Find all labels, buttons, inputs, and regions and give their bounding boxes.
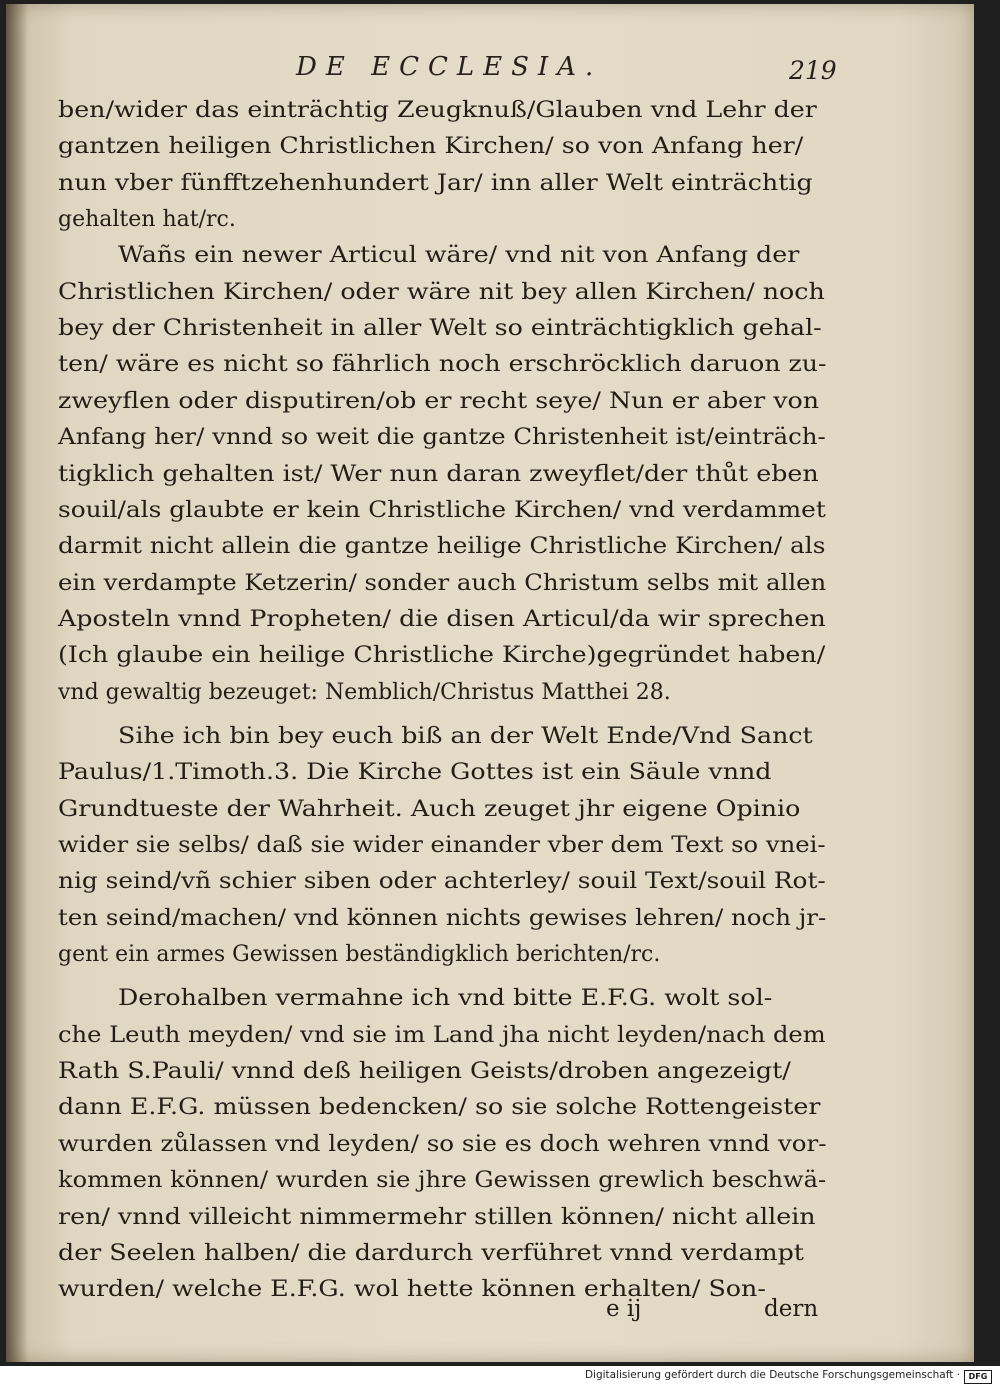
text-line: gehalten hat/rc.: [58, 207, 236, 233]
text-line: Derohalben vermahne ich vnd bitte E.F.G. wolt sol-: [118, 986, 773, 1012]
text-line: souil/als glaubte er kein Christliche Kirchen/ vnd verdammet: [58, 497, 826, 523]
catchword: dern: [764, 1296, 819, 1322]
text-line: tigklich gehalten ist/ Wer nun daran zweyflet/der thůt eben: [58, 461, 819, 487]
text-line: bey der Christenheit in aller Welt so einträchtigklich gehal-: [58, 316, 822, 342]
text-line: wider sie selbs/ daß sie wider einander vber dem Text so vnei-: [58, 833, 826, 858]
text-line: dann E.F.G. müssen bedencken/ so sie solche Rottengeister: [58, 1095, 821, 1121]
running-head: DE ECCLESIA.: [296, 52, 603, 82]
text-line: Rath S.Pauli/ vnnd deß heiligen Geists/droben angezeigt/: [58, 1059, 791, 1085]
text-line: vnd gewaltig bezeuget: Nemblich/Christus Matthei 28.: [58, 679, 671, 705]
book-page: [6, 4, 974, 1362]
text-line: zweyflen oder disputiren/ob er recht seye/ Nun er aber von: [58, 388, 820, 414]
text-line: Sihe ich bin bey euch biß an der Welt Ende/Vnd Sanct: [118, 723, 813, 749]
footer-band: [0, 1366, 1000, 1387]
text-line: ren/ vnnd villeicht nimmermehr stillen können/ nicht allein: [58, 1204, 816, 1230]
funding-credit: Digitalisierung gefördert durch die Deutsche Forschungsgemeinschaft ·: [584, 1369, 960, 1381]
text-line: kommen können/ wurden sie jhre Gewissen grewlich beschwä-: [58, 1168, 827, 1194]
text-line: gantzen heiligen Christlichen Kirchen/ so von Anfang her/: [58, 134, 804, 160]
catchword-row: [6, 1296, 974, 1330]
text-line: (Ich glaube ein heilige Christliche Kirche)gegründet haben/: [58, 643, 826, 669]
text-line: wurden/ welche E.F.G. wol hette können erhalten/ Son-: [58, 1277, 766, 1303]
text-line: ten seind/machen/ vnd können nichts gewises lehren/ noch jr-: [58, 905, 827, 931]
page-number: 219: [789, 56, 837, 85]
text-line: che Leuth meyden/ vnd sie im Land jha nicht leyden/nach dem: [58, 1022, 826, 1048]
text-line: ein verdampte Ketzerin/ sonder auch Christum selbs mit allen: [58, 570, 827, 596]
signature-mark: e ij: [606, 1296, 642, 1322]
text-line: nig seind/vñ schier siben oder achterley/ souil Text/souil Rot-: [58, 869, 826, 895]
text-line: Wañs ein newer Articul wäre/ vnd nit von Anfang der: [118, 243, 800, 269]
text-line: Paulus/1.Timoth.3. Die Kirche Gottes ist ein Säule vnnd: [58, 760, 772, 786]
spine-shadow: [6, 4, 28, 1362]
text-line: darmit nicht allein die gantze heilige Christliche Kirchen/ als: [58, 534, 826, 560]
text-line: der Seelen halben/ die dardurch verführet vnnd verdampt: [58, 1240, 804, 1266]
text-line: nun vber fünfftzehenhundert Jar/ inn aller Welt einträchtig: [58, 170, 813, 196]
text-line: Christlichen Kirchen/ oder wäre nit bey allen Kirchen/ noch: [58, 279, 825, 305]
text-line: ten/ wäre es nicht so fährlich noch erschröcklich daruon zu-: [58, 352, 827, 378]
text-line: ben/wider das einträchtig Zeugknuß/Glauben vnd Lehr der: [58, 98, 817, 123]
text-line: gent ein armes Gewissen beständigklich berichten/rc.: [58, 942, 661, 968]
text-line: Aposteln vnnd Propheten/ die disen Articul/da wir sprechen: [58, 606, 826, 632]
text-line: Grundtueste der Wahrheit. Auch zeuget jhr eigene Opinio: [58, 796, 801, 822]
text-line: wurden zůlassen vnd leyden/ so sie es doch wehren vnnd vor-: [58, 1131, 827, 1157]
text-line: Anfang her/ vnnd so weit die gantze Christenheit ist/einträch-: [58, 425, 826, 451]
dfg-logo-icon: DFG: [964, 1370, 992, 1384]
